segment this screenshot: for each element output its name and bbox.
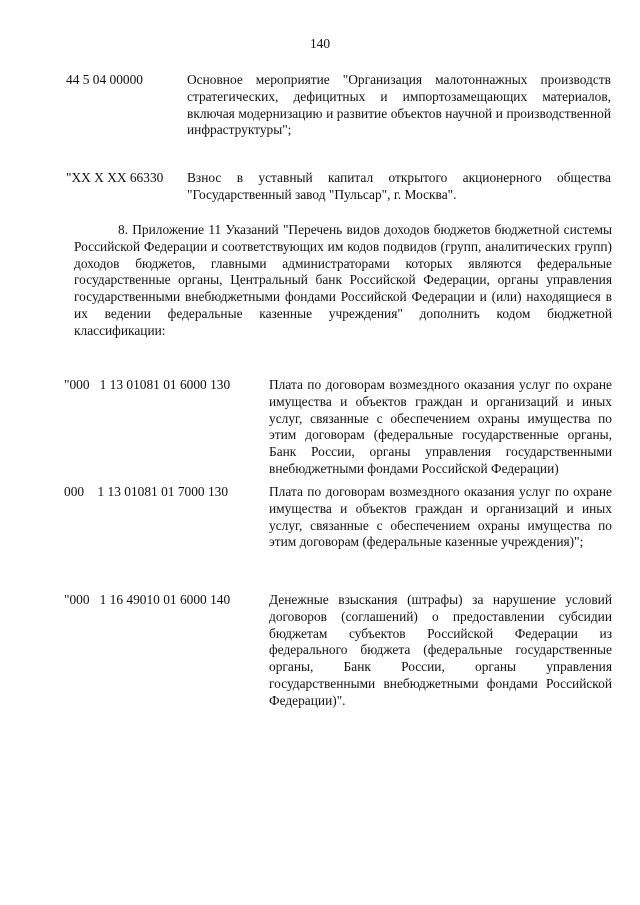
entry-code: 44 5 04 00000 [66,72,143,87]
entry-description: Денежные взыскания (штрафы) за нарушение условий договоров (соглашений) о предоставлении субсидии бюджетам субъектов Российской Федерации из федерального бюджета (федеральные государственные органы, Банк России, органы управления государственными внебюджетными фондами Российской Федерации)". [269,592,612,708]
entry-description: Взнос в уставный капитал открытого акционерного общества "Государственный завод "Пульсар", г. Москва". [187,170,611,202]
amendment-paragraph: 8. Приложение 11 Указаний "Перечень видов доходов бюджетов бюджетной системы Российской Федерации и соответствующих им кодов подвидов (групп, аналитических групп) доходов бюджетов, главными администраторами которых являются федеральные государственные органы, Центральный банк Российской Федерации, органы управления государственными внебюджетными фондами Российской Федерации и (или) находящиеся в их ведении федеральные казенные учреждения" дополнить кодом бюджетной классификации: [74,222,612,338]
entry-description: Плата по договорам возмездного оказания услуг по охране имущества и объектов граждан и организаций и иных услуг, связанные с обеспечением охраны имущества по этим договорам (федеральные государственные органы, Банк России, органы управления государственными внебюджетными фондами Российской Федерации) [269,377,612,476]
entry-code: 000 1 13 01081 01 7000 130 [64,484,229,499]
page-number: 140 [309,36,331,51]
entry-description: Основное мероприятие "Организация малотоннажных производств стратегических, дефицитных и импортозамещающих материалов, включая модернизацию и развитие объектов научной и производственной инфраструктуры"; [187,72,611,138]
entry-description: Плата по договорам возмездного оказания услуг по охране имущества и объектов граждан и организаций и иных услуг, связанные с обеспечением охраны имущества по этим договорам (федеральные казенные учреждения)"; [269,484,612,550]
entry-code: "ХХ Х ХХ 66330 [66,170,164,185]
entry-code: "000 1 13 01081 01 6000 130 [64,377,231,392]
entry-code: "000 1 16 49010 01 6000 140 [64,592,231,607]
